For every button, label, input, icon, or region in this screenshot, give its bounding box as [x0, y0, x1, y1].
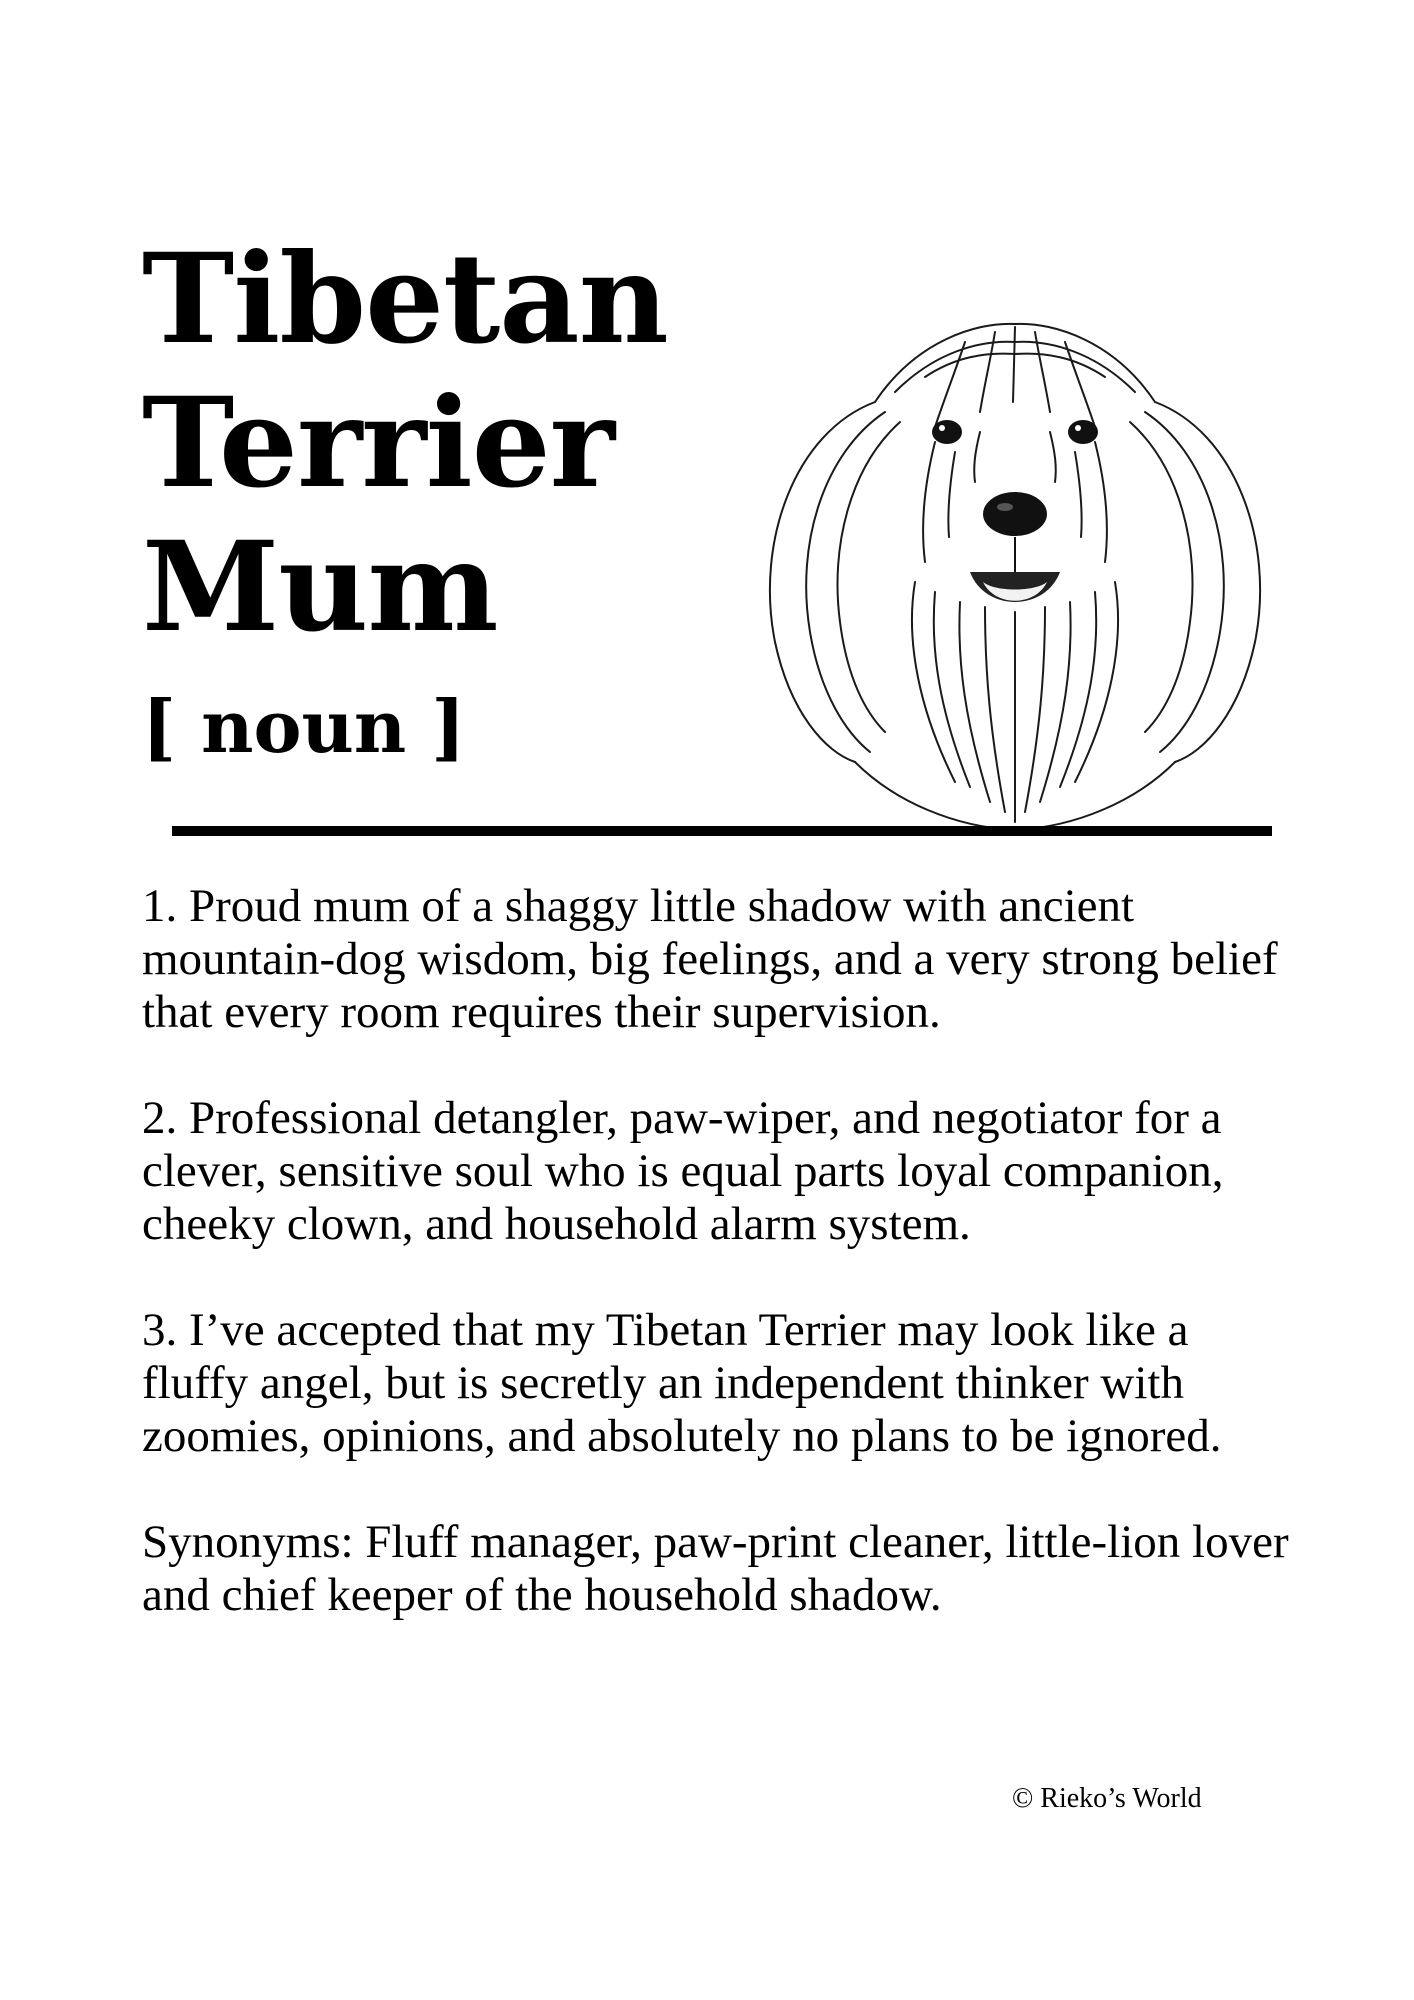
- page-title: [142, 228, 668, 660]
- copyright-credit: © Rieko’s World: [1012, 1783, 1202, 1814]
- synonyms: Synonyms: Fluff manager, paw-print cleaner, little-lion lover and chief keeper of the household shadow.: [142, 1516, 1289, 1621]
- title-line-3: Mum: [142, 515, 498, 660]
- definition-2: 2. Professional detangler, paw-wiper, and negotiator for a clever, sensitive soul who is equal parts loyal companion, cheeky clown, and household alarm system.: [142, 1092, 1224, 1250]
- title-line-1: Tibetan: [142, 227, 668, 372]
- definition-3: 3. I’ve accepted that my Tibetan Terrier may look like a fluffy angel, but is secretly an independent thinker with zoomies, opinions, and absolutely no plans to be ignored.: [142, 1304, 1222, 1462]
- divider-line: [172, 826, 1272, 836]
- title-line-2: Terrier: [142, 371, 614, 516]
- tibetan-terrier-head-illustration: [735, 282, 1295, 842]
- definition-list: [142, 880, 1292, 1675]
- definition-1: 1. Proud mum of a shaggy little shadow with ancient mountain-dog wisdom, big feelings, and a very strong belief that every room requires their supervision.: [142, 880, 1278, 1038]
- part-of-speech: [ noun ]: [142, 684, 466, 769]
